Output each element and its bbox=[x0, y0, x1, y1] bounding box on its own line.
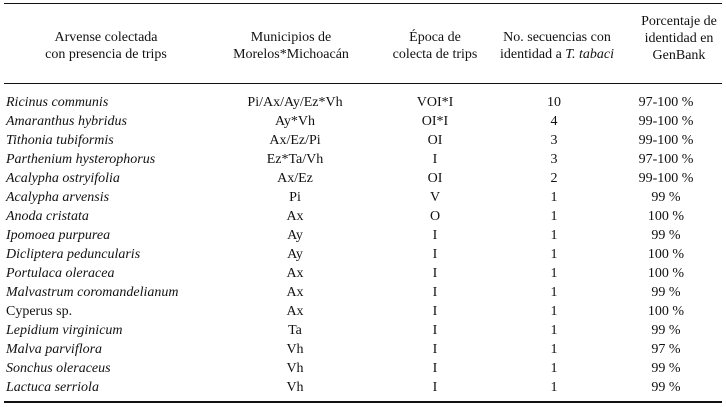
species-cell: Malva parviflora bbox=[6, 342, 103, 357]
species-cell: Amaranthus hybridus bbox=[6, 114, 127, 129]
secuencias-cell: 1 bbox=[550, 228, 558, 243]
secuencias-cell: 1 bbox=[550, 285, 558, 300]
epoca-cell: V bbox=[429, 190, 441, 205]
municipios-cell: Ta bbox=[288, 323, 302, 338]
species-cell: Acalypha ostryifolia bbox=[6, 171, 120, 186]
secuencias-cell: 4 bbox=[550, 114, 558, 129]
municipios-cell: Vh bbox=[286, 380, 304, 395]
header-line: con presencia de trips bbox=[45, 47, 167, 62]
porcentaje-cell: 99-100 % bbox=[638, 171, 694, 186]
municipios-cell: Pi bbox=[289, 190, 301, 205]
header-line: identidad en bbox=[644, 31, 714, 46]
epoca-cell: I bbox=[432, 304, 438, 319]
table-body bbox=[0, 93, 726, 397]
secuencias-cell: 3 bbox=[550, 152, 558, 167]
secuencias-cell: 1 bbox=[550, 323, 558, 338]
epoca-cell: I bbox=[432, 285, 438, 300]
porcentaje-cell: 99-100 % bbox=[638, 114, 694, 129]
table-row bbox=[0, 150, 726, 169]
table-row bbox=[0, 188, 726, 207]
porcentaje-cell: 99 % bbox=[651, 361, 681, 376]
species-name-t-tabaci: T. tabaci bbox=[565, 47, 615, 62]
species-cell: Lactuca serriola bbox=[6, 380, 99, 395]
table-row bbox=[0, 169, 726, 188]
table-row bbox=[0, 245, 726, 264]
table-row bbox=[0, 340, 726, 359]
table-row bbox=[0, 283, 726, 302]
species-cell: Parthenium hysterophorus bbox=[6, 152, 156, 167]
epoca-cell: OI bbox=[427, 171, 443, 186]
epoca-cell: I bbox=[432, 323, 438, 338]
municipios-cell: Ax/Ez/Pi bbox=[269, 133, 321, 148]
municipios-cell: Ax/Ez bbox=[277, 171, 313, 186]
species-cell: Ricinus communis bbox=[6, 95, 109, 110]
secuencias-cell: 1 bbox=[550, 266, 558, 281]
secuencias-cell: 1 bbox=[550, 209, 558, 224]
secuencias-cell: 1 bbox=[550, 304, 558, 319]
table-row bbox=[0, 359, 726, 378]
header-line: Municipios de bbox=[250, 30, 332, 45]
secuencias-cell: 1 bbox=[550, 380, 558, 395]
header-line: Morelos*Michoacán bbox=[233, 47, 349, 62]
header-line: Arvense colectada bbox=[54, 30, 158, 45]
porcentaje-cell: 100 % bbox=[647, 247, 685, 262]
epoca-cell: I bbox=[432, 247, 438, 262]
secuencias-cell: 2 bbox=[550, 171, 558, 186]
porcentaje-cell: 99 % bbox=[651, 380, 681, 395]
epoca-cell: OI bbox=[427, 133, 443, 148]
table-top-rule bbox=[4, 3, 722, 4]
secuencias-cell: 1 bbox=[550, 342, 558, 357]
municipios-cell: Ax bbox=[286, 285, 304, 300]
municipios-cell: Pi/Ax/Ay/Ez*Vh bbox=[247, 95, 343, 110]
species-cell: Malvastrum coromandelianum bbox=[6, 285, 179, 300]
municipios-cell: Ay*Vh bbox=[275, 114, 315, 129]
porcentaje-cell: 100 % bbox=[647, 266, 685, 281]
municipios-cell: Ez*Ta/Vh bbox=[266, 152, 324, 167]
epoca-cell: VOI*I bbox=[416, 95, 454, 110]
header-line: Porcentaje de bbox=[641, 14, 717, 29]
epoca-cell: I bbox=[432, 266, 438, 281]
species-cell: Portulaca oleracea bbox=[6, 266, 115, 281]
species-cell: Dicliptera peduncularis bbox=[6, 247, 141, 262]
secuencias-cell: 1 bbox=[550, 361, 558, 376]
municipios-cell: Ax bbox=[286, 209, 304, 224]
header-secuencias bbox=[488, 29, 626, 63]
municipios-cell: Ax bbox=[286, 304, 304, 319]
header-line: colecta de trips bbox=[392, 47, 478, 62]
species-cell: Tithonia tubiformis bbox=[6, 133, 114, 148]
header-bottom-rule bbox=[4, 83, 722, 84]
header-line: GenBank bbox=[652, 48, 706, 63]
secuencias-cell: 10 bbox=[547, 95, 561, 110]
municipios-cell: Ax bbox=[286, 266, 304, 281]
porcentaje-cell: 99-100 % bbox=[638, 133, 694, 148]
header-arvense bbox=[8, 29, 204, 63]
header-epoca bbox=[380, 29, 490, 63]
header-line bbox=[488, 46, 626, 63]
table-row bbox=[0, 264, 726, 283]
species-cell: Lepidium virginicum bbox=[6, 323, 123, 338]
epoca-cell: I bbox=[432, 152, 438, 167]
epoca-cell: O bbox=[429, 209, 441, 224]
epoca-cell: I bbox=[432, 380, 438, 395]
table-row bbox=[0, 131, 726, 150]
table-row bbox=[0, 93, 726, 112]
porcentaje-cell: 99 % bbox=[651, 323, 681, 338]
species-cell: Acalypha arvensis bbox=[6, 190, 110, 205]
municipios-cell: Ay bbox=[287, 247, 303, 262]
porcentaje-cell: 97-100 % bbox=[638, 152, 694, 167]
header-line: Época de bbox=[409, 30, 461, 45]
municipios-cell: Ay bbox=[287, 228, 303, 243]
table-row bbox=[0, 226, 726, 245]
header-municipios bbox=[215, 29, 367, 63]
porcentaje-cell: 97-100 % bbox=[638, 95, 694, 110]
municipios-cell: Vh bbox=[286, 342, 304, 357]
porcentaje-cell: 99 % bbox=[651, 190, 681, 205]
epoca-cell: I bbox=[432, 361, 438, 376]
porcentaje-cell: 100 % bbox=[647, 304, 685, 319]
header-line: No. secuencias con bbox=[503, 30, 611, 45]
table-row bbox=[0, 207, 726, 226]
header-line-prefix: identidad a bbox=[499, 47, 566, 62]
species-cell: Sonchus oleraceus bbox=[6, 361, 111, 376]
porcentaje-cell: 97 % bbox=[651, 342, 681, 357]
table-row bbox=[0, 302, 726, 321]
table-row bbox=[0, 378, 726, 397]
secuencias-cell: 3 bbox=[550, 133, 558, 148]
table-row bbox=[0, 112, 726, 131]
species-cell: Ipomoea purpurea bbox=[6, 228, 111, 243]
species-cell: Anoda cristata bbox=[6, 209, 89, 224]
table-row bbox=[0, 321, 726, 340]
secuencias-cell: 1 bbox=[550, 247, 558, 262]
porcentaje-cell: 100 % bbox=[647, 209, 685, 224]
secuencias-cell: 1 bbox=[550, 190, 558, 205]
epoca-cell: I bbox=[432, 228, 438, 243]
porcentaje-cell: 99 % bbox=[651, 228, 681, 243]
header-porcentaje bbox=[632, 13, 726, 64]
table-bottom-rule bbox=[4, 401, 722, 403]
porcentaje-cell: 99 % bbox=[651, 285, 681, 300]
species-cell: Cyperus sp. bbox=[6, 304, 73, 319]
epoca-cell: OI*I bbox=[421, 114, 449, 129]
epoca-cell: I bbox=[432, 342, 438, 357]
municipios-cell: Vh bbox=[286, 361, 304, 376]
